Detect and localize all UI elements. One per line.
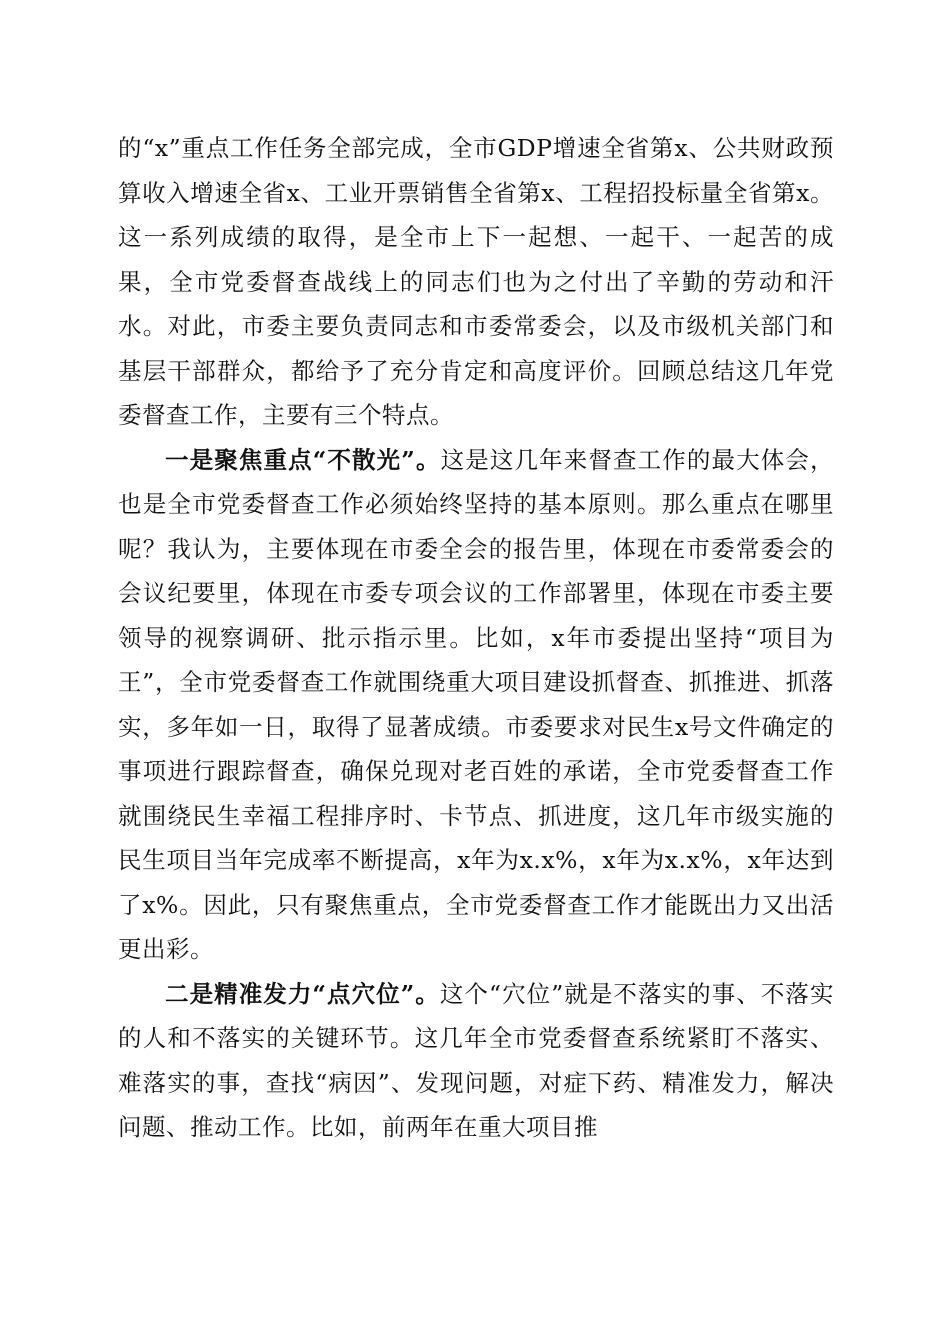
document-body	[118, 126, 834, 1150]
paragraph-1-text: 的“x”重点工作任务全部完成，全市GDP增速全省第x、公共财政预算收入增速全省x、工业开票销售全省第x、工程招投标量全省第x。这一系列成绩的取得，是全市上下一起想、一起干、一起苦的成果，全市党委督查战线上的同志们也为之付出了辛勤的劳动和汗水。对此，市委主要负责同志和市委常委会，以及市级机关部门和基层干部群众，都给予了充分肯定和高度评价。回顾总结这几年党委督查工作，主要有三个特点。	[118, 134, 834, 429]
paragraph-2-text: 这是这几年来督查工作的最大体会，也是全市党委督查工作必须始终坚持的基本原则。那么重点在哪里呢？我认为，主要体现在市委全会的报告里，体现在市委常委会的会议纪要里，体现在市委专项会议的工作部署里，体现在市委主要领导的视察调研、批示指示里。比如，x年市委提出坚持“项目为王”，全市党委督查工作就围绕重大项目建设抓督查、抓推进、抓落实，多年如一日，取得了显著成绩。市委要求对民生x号文件确定的事项进行跟踪督查，确保兑现对老百姓的承诺，全市党委督查工作就围绕民生幸福工程排序时、卡节点、抓进度，这几年市级实施的民生项目当年完成率不断提高，x年为x.x%，x年为x.x%，x年达到了x%。因此，只有聚焦重点，全市党委督查工作才能既出力又出活更出彩。	[118, 445, 834, 963]
paragraph-continuation	[118, 126, 834, 438]
paragraph-point-two	[118, 972, 834, 1150]
paragraph-2-lead: 一是聚焦重点“不散光”。	[165, 445, 441, 474]
paragraph-3-lead: 二是精准发力“点穴位”。	[165, 979, 440, 1008]
paragraph-point-one	[118, 438, 834, 972]
paragraph-3-text: 这个“穴位”就是不落实的事、不落实的人和不落实的关键环节。这几年全市党委督查系统紧盯不落实、难落实的事，查找“病因”、发现问题，对症下药、精准发力，解决问题、推动工作。比如，前两年在重大项目推	[118, 979, 834, 1141]
